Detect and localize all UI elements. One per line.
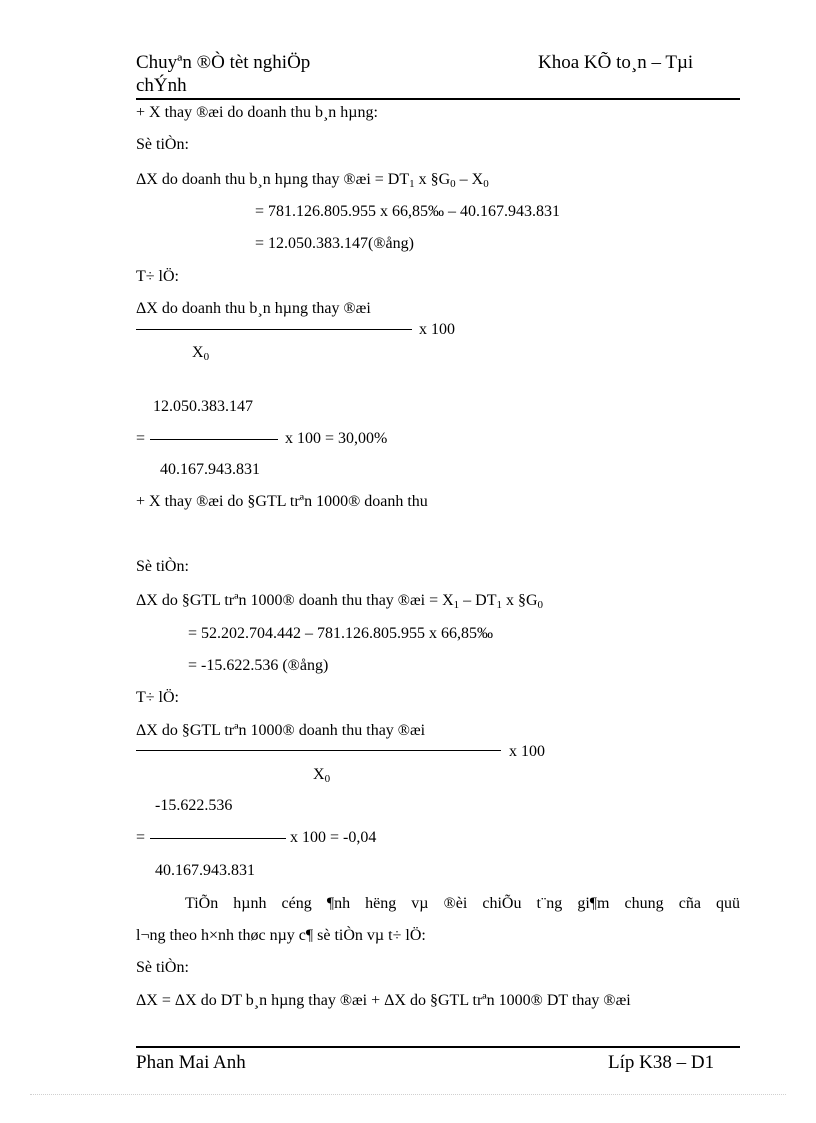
fraction-denominator: $X_0$ [313,766,331,785]
formula-total-change: ΔX = ΔX do DT b¸n hµng thay ®æi + ΔX do §GTL trªn 1000® DT thay ®æi [136,992,631,1009]
header-department: Khoa KÕ to¸n – Tµi [538,52,694,73]
fraction-bar [136,750,501,751]
section-heading-revenue: + X thay ®æi do doanh thu b¸n hµng: [136,104,378,121]
fraction-denominator-value: 40.167.943.831 [155,862,255,879]
fraction-bar [150,838,286,839]
header-title-line2: chÝnh [136,75,187,96]
footer-rule [136,1046,740,1048]
ratio-label: T÷ lÖ: [136,689,179,706]
section-heading-cost-rate: + X thay ®æi do §GTL trªn 1000® doanh thu [136,493,428,510]
equals-sign: = [136,829,146,846]
footer-class: Líp K38 – D1 [608,1052,715,1073]
header-rule [136,98,740,100]
paragraph-line-2: l¬ng theo h×nh thøc nµy c¶ sè tiÒn vµ t÷ lÖ: [136,927,426,944]
fraction-multiplier: x 100 [509,743,545,760]
fraction-multiplier: x 100 [419,321,455,338]
formula-cost-rate-change: ΔX do §GTL trªn 1000® doanh thu thay ®æi = $X_1 - DT_1$ x $\S G_0$ [136,592,544,611]
calc-result-1: = 12.050.383.147(®ång) [255,235,414,252]
calc-line-2: = 52.202.704.442 – 781.126.805.955 x 66,85‰ [188,625,494,642]
ratio-result-2: x 100 = -0,04 [290,829,377,846]
amount-label: Sè tiÒn: [136,136,189,153]
formula-revenue-change: ΔX do doanh thu b¸n hµng thay ®æi = $DT_1$ x $\S G_0 - X_0$ [136,171,489,190]
fraction-numerator-label: ΔX do §GTL trªn 1000® doanh thu thay ®æi [136,722,426,739]
page-edge-dotted-line [30,1094,786,1095]
calc-line-1: = 781.126.805.955 x 66,85‰ – 40.167.943.831 [255,203,561,220]
amount-label: Sè tiÒn: [136,558,189,575]
paragraph-line-1: TiÕn hµnh céng ¶nh hëng vµ ®èi chiÕu t¨ng gi¶m chung cña quü [185,895,740,912]
fraction-numerator-label: ΔX do doanh thu b¸n hµng thay ®æi [136,300,371,317]
fraction-denominator-value: 40.167.943.831 [160,461,260,478]
equals-sign: = [136,430,146,447]
fraction-numerator-value: -15.622.536 [155,797,233,814]
fraction-denominator: $X_0$ [192,344,210,363]
ratio-result-1: x 100 = 30,00% [285,430,388,447]
fraction-numerator-value: 12.050.383.147 [153,398,253,415]
footer-author: Phan Mai Anh [136,1052,246,1073]
ratio-label: T÷ lÖ: [136,268,179,285]
amount-label: Sè tiÒn: [136,959,189,976]
fraction-bar [150,439,278,440]
calc-result-2: = -15.622.536 (®ång) [188,657,329,674]
header-title-line1: Chuyªn ®Ò tèt nghiÖp [136,52,311,73]
fraction-bar [136,329,412,330]
